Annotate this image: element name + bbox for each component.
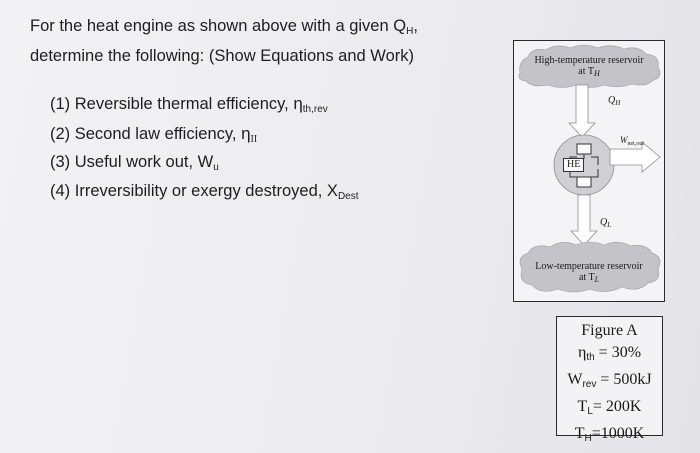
engine-top-box bbox=[577, 144, 591, 154]
problem-text: For the heat engine as shown above with a given Q bbox=[30, 17, 407, 35]
low-reservoir-title: Low-temperature reservoir bbox=[535, 261, 643, 272]
high-reservoir-at: at T bbox=[578, 66, 594, 77]
task-subscript: th,rev bbox=[302, 104, 328, 115]
qh-label bbox=[608, 95, 620, 107]
task-item-2 bbox=[50, 122, 470, 152]
qh-subscript: H bbox=[406, 26, 414, 37]
given-subscript: H bbox=[584, 433, 592, 444]
high-reservoir-sub: H bbox=[593, 69, 600, 78]
problem-line-2: determine the following: (Show Equations and Work) bbox=[30, 47, 414, 65]
problem-comma: , bbox=[413, 17, 418, 35]
eta-symbol: η bbox=[577, 344, 587, 361]
given-title: Figure A bbox=[581, 322, 638, 339]
given-subscript: th bbox=[586, 352, 595, 363]
given-subscript: L bbox=[587, 406, 593, 417]
work-sub: net,out bbox=[627, 141, 644, 147]
task-item-4 bbox=[50, 180, 470, 209]
qh-arrow bbox=[569, 85, 595, 137]
ql-sub: L bbox=[607, 221, 612, 229]
task-text: (3) Useful work out, W bbox=[50, 153, 214, 171]
given-value: = 200K bbox=[592, 398, 642, 415]
given-value: = 30% bbox=[594, 344, 642, 361]
low-reservoir-label bbox=[514, 261, 664, 285]
task-subscript: II bbox=[250, 133, 258, 145]
given-low-temp bbox=[557, 396, 662, 423]
work-label bbox=[620, 135, 644, 147]
heat-engine-diagram bbox=[513, 40, 665, 302]
ql-label bbox=[600, 217, 611, 229]
given-work bbox=[557, 369, 662, 396]
qh-symbol: Q bbox=[608, 95, 616, 106]
task-text: (1) Reversible thermal efficiency, bbox=[50, 95, 294, 113]
task-subscript: u bbox=[213, 162, 219, 173]
temp-symbol: T bbox=[574, 425, 585, 442]
given-value: = 500kJ bbox=[596, 371, 652, 388]
work-symbol: W bbox=[620, 135, 628, 145]
engine-bottom-box bbox=[577, 177, 591, 187]
given-high-temp bbox=[557, 423, 662, 450]
given-efficiency bbox=[557, 342, 662, 369]
task-item-1 bbox=[50, 92, 470, 122]
ql-symbol: Q bbox=[600, 217, 608, 228]
given-subscript: rev bbox=[582, 379, 597, 390]
task-text: (2) Second law efficiency, bbox=[50, 124, 242, 143]
high-reservoir-label bbox=[514, 55, 664, 79]
low-reservoir-sub: L bbox=[594, 275, 600, 284]
task-subscript: Dest bbox=[337, 190, 359, 202]
given-values-box bbox=[556, 316, 663, 444]
low-reservoir-at: at T bbox=[578, 272, 595, 283]
task-item-3 bbox=[50, 151, 470, 180]
engine-label: HE bbox=[563, 158, 584, 172]
given-value: =1000K bbox=[591, 425, 645, 442]
work-symbol: W bbox=[567, 371, 583, 388]
ql-arrow bbox=[571, 195, 597, 245]
qh-sub: H bbox=[615, 99, 621, 107]
task-text: (4) Irreversibility or exergy destroyed, X bbox=[50, 181, 338, 200]
eta-symbol: η bbox=[241, 123, 251, 143]
problem-line-1 bbox=[30, 14, 500, 44]
eta-symbol: η bbox=[293, 94, 303, 113]
task-list bbox=[50, 92, 470, 208]
problem-statement bbox=[30, 14, 500, 68]
temp-symbol: T bbox=[577, 398, 588, 415]
high-reservoir-title: High-temperature reservoir bbox=[534, 55, 644, 66]
